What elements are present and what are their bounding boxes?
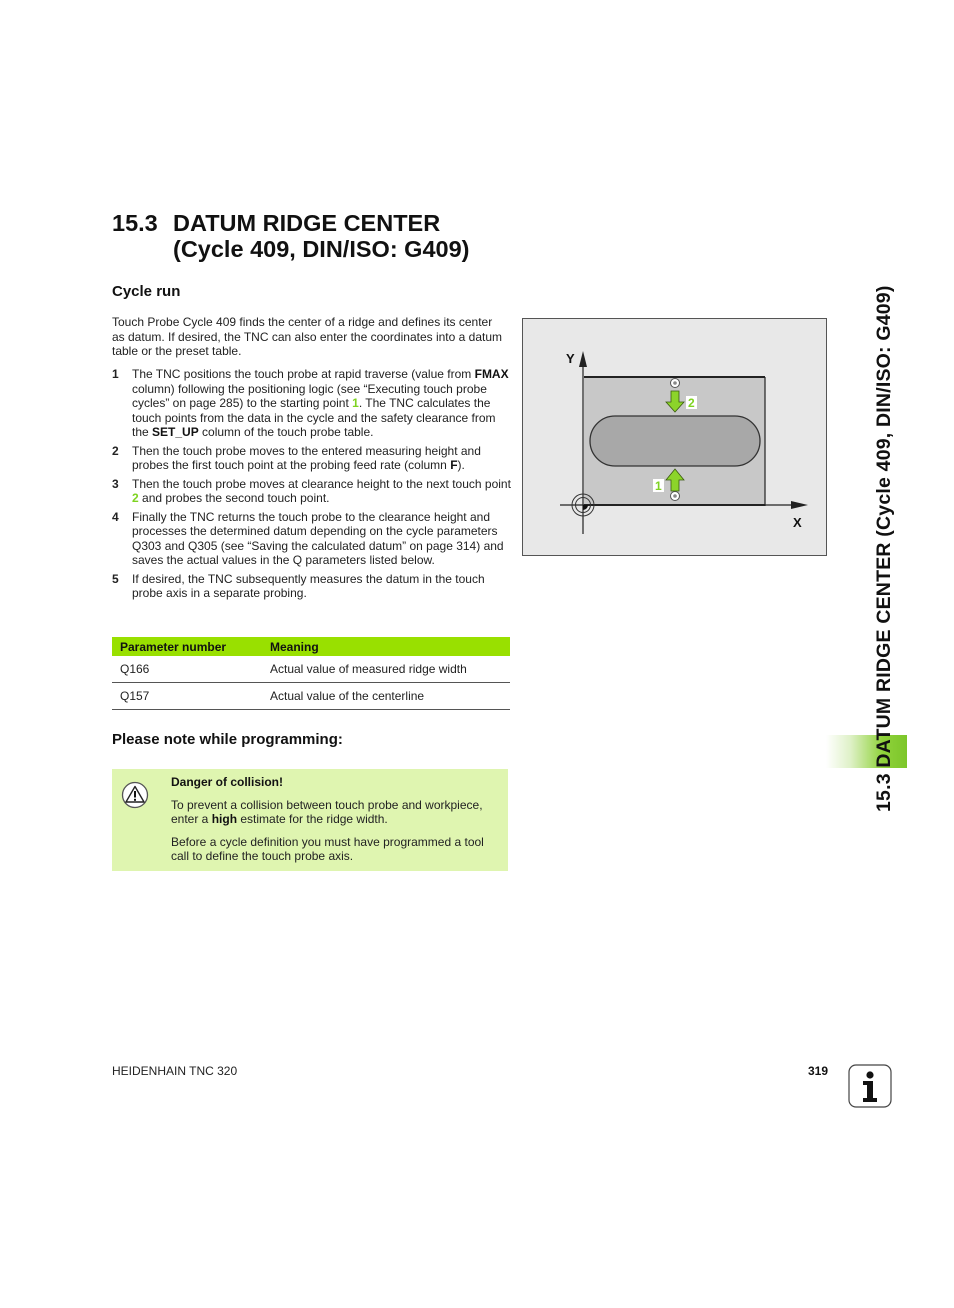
warning-paragraph-1 — [171, 798, 501, 827]
f-term: F — [450, 458, 458, 472]
note-text: To prevent a collision between touch probe and workpiece, enter a — [171, 797, 483, 826]
cycle-run-heading: Cycle run — [112, 283, 181, 300]
column-header-parameter: Parameter number — [112, 637, 262, 656]
step-number: 4 — [112, 509, 119, 524]
ridge-shape — [590, 416, 760, 466]
parameter-cell: Q157 — [112, 683, 262, 710]
column-header-meaning: Meaning — [262, 637, 510, 656]
step-text: Then the touch probe moves at clearance height to the next touch point — [132, 476, 511, 491]
step-text: column of the touch probe table. — [198, 425, 374, 439]
section-number: 15.3 — [112, 210, 158, 236]
warning-triangle-icon — [121, 781, 149, 809]
step-number: 1 — [112, 367, 119, 381]
point-1-ref: 1 — [352, 396, 359, 410]
step-number: 5 — [112, 571, 119, 586]
vertical-chapter-title: 15.3 DATUM RIDGE CENTER (Cycle 409, DIN/ISO: G409) — [873, 285, 895, 812]
step-text: If desired, the TNC subsequently measures the datum in the touch probe axis in a separate probing. — [132, 571, 485, 600]
table-header-row — [112, 637, 510, 656]
warning-note-box — [112, 769, 508, 871]
section-title — [112, 210, 469, 262]
title-line-2: (Cycle 409, DIN/ISO: G409) — [173, 236, 470, 262]
setup-term: SET_UP — [152, 425, 199, 439]
step-number: 2 — [112, 443, 119, 458]
step-text: Then the touch probe moves to the entered measuring height and probes the first touch point at the probing feed rate (column — [132, 443, 481, 472]
meaning-cell: Actual value of measured ridge width — [262, 656, 510, 683]
steps-list — [112, 367, 512, 605]
warning-title: Danger of collision! — [171, 775, 284, 789]
intro-paragraph: Touch Probe Cycle 409 finds the center of a ridge and defines its center as datum. If desired, the TNC can also enter the coordinates into a datum table or the preset table. — [112, 315, 502, 358]
warning-text — [171, 775, 501, 872]
point-2-label: 2 — [688, 396, 695, 410]
step-item — [112, 367, 512, 440]
parameter-cell: Q166 — [112, 656, 262, 683]
x-axis-label: X — [793, 515, 802, 530]
meaning-cell: Actual value of the centerline — [262, 683, 510, 710]
footer-product: HEIDENHAIN TNC 320 — [112, 1064, 238, 1078]
step-text: The TNC positions the touch probe at rapid traverse (value from — [132, 367, 475, 381]
step-text: column) following the positioning logic (see “Executing touch probe cycles” on page 285) to the starting point — [132, 381, 487, 410]
y-axis-label: Y — [566, 351, 575, 366]
point-1-label: 1 — [655, 479, 662, 493]
note-text: estimate for the ridge width. — [237, 812, 388, 826]
step-number: 3 — [112, 476, 119, 491]
page-number: 319 — [808, 1064, 829, 1078]
step-item — [112, 572, 512, 601]
point-2-ref: 2 — [132, 491, 139, 505]
high-term: high — [211, 812, 238, 826]
title-line-1: DATUM RIDGE CENTER — [173, 210, 441, 236]
step-text: and probes the second touch point. — [138, 491, 330, 505]
info-icon — [848, 1064, 892, 1108]
step-text: Finally the TNC returns the touch probe to the clearance height and processes the determined datum depending on the cycle parameters Q303 and Q305 (see “Saving the calculated datum” on page 314) and saves the actual values in the Q parameters listed below. — [132, 509, 504, 567]
parameter-table — [112, 637, 510, 710]
ridge-diagram-graphic — [523, 319, 826, 555]
step-item — [112, 510, 512, 568]
step-text: . The TNC calculates the touch points from the data in the cycle and the safety clearance from the — [132, 396, 496, 439]
warning-paragraph-2: Before a cycle definition you must have programmed a tool call to define the touch probe axis. — [171, 834, 484, 863]
notes-heading: Please note while programming: — [112, 731, 343, 748]
ridge-diagram — [522, 318, 827, 556]
table-row — [112, 683, 510, 710]
step-item — [112, 444, 512, 473]
step-text: ). — [457, 458, 465, 472]
table-row — [112, 656, 510, 683]
fmax-term: FMAX — [474, 367, 509, 381]
step-item — [112, 477, 512, 506]
